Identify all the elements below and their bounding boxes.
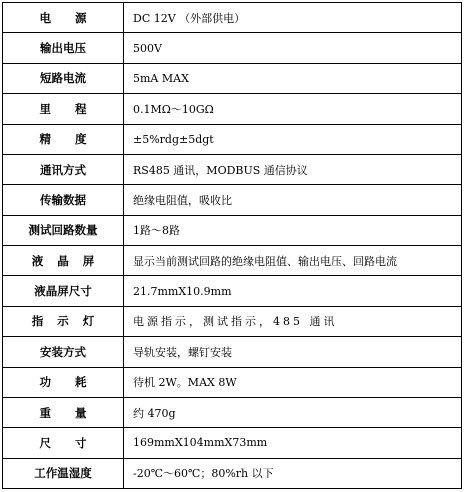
row-label-output-voltage: 输出电压 — [3, 33, 124, 63]
row-value-operating-environment: -20℃～60℃；80%rh 以下 — [124, 458, 462, 488]
row-label-operating-environment: 工作温湿度 — [3, 458, 124, 488]
row-label-indicator: 指 示 灯 — [3, 306, 124, 336]
row-label-transmitted-data: 传输数据 — [3, 185, 124, 215]
row-label-range: 里 程 — [3, 94, 124, 124]
table-row — [3, 246, 462, 276]
table-row — [3, 397, 462, 427]
row-value-test-loop-count: 1路～8路 — [124, 215, 462, 245]
row-value-communication: RS485 通讯，MODBUS 通信协议 — [124, 154, 462, 184]
table-row — [3, 215, 462, 245]
table-row — [3, 458, 462, 488]
row-label-installation: 安装方式 — [3, 337, 124, 367]
table-row — [3, 337, 462, 367]
row-value-indicator: 电源指示，测试指示，485 通讯 — [124, 306, 462, 336]
spec-table-body — [3, 3, 462, 489]
row-label-power-consumption: 功 耗 — [3, 367, 124, 397]
row-value-short-circuit-current: 5mA MAX — [124, 63, 462, 93]
table-row — [3, 3, 462, 33]
row-label-accuracy: 精 度 — [3, 124, 124, 154]
row-label-short-circuit-current: 短路电流 — [3, 63, 124, 93]
row-value-dimensions: 169mmX104mmX73mm — [124, 428, 462, 458]
row-value-power: DC 12V （外部供电） — [124, 3, 462, 33]
row-label-communication: 通讯方式 — [3, 154, 124, 184]
spec-table — [2, 2, 462, 489]
row-value-power-consumption: 待机 2W。MAX 8W — [124, 367, 462, 397]
table-row — [3, 63, 462, 93]
table-row — [3, 367, 462, 397]
row-value-installation: 导轨安装，螺钉安装 — [124, 337, 462, 367]
table-row — [3, 276, 462, 306]
row-value-weight: 约 470g — [124, 397, 462, 427]
row-value-range: 0.1MΩ～10GΩ — [124, 94, 462, 124]
row-label-lcd: 液 晶 屏 — [3, 246, 124, 276]
row-label-weight: 重 量 — [3, 397, 124, 427]
row-label-power: 电 源 — [3, 3, 124, 33]
table-row — [3, 94, 462, 124]
table-row — [3, 185, 462, 215]
table-row — [3, 124, 462, 154]
row-value-transmitted-data: 绝缘电阻值，吸收比 — [124, 185, 462, 215]
row-label-test-loop-count: 测试回路数量 — [3, 215, 124, 245]
table-row — [3, 154, 462, 184]
row-label-dimensions: 尺 寸 — [3, 428, 124, 458]
row-value-accuracy: ±5%rdg±5dgt — [124, 124, 462, 154]
row-value-output-voltage: 500V — [124, 33, 462, 63]
table-row — [3, 33, 462, 63]
row-value-lcd: 显示当前测试回路的绝缘电阻值、输出电压、回路电流 — [124, 246, 462, 276]
table-row — [3, 306, 462, 336]
table-row — [3, 428, 462, 458]
row-value-lcd-size: 21.7mmX10.9mm — [124, 276, 462, 306]
row-label-lcd-size: 液晶屏尺寸 — [3, 276, 124, 306]
